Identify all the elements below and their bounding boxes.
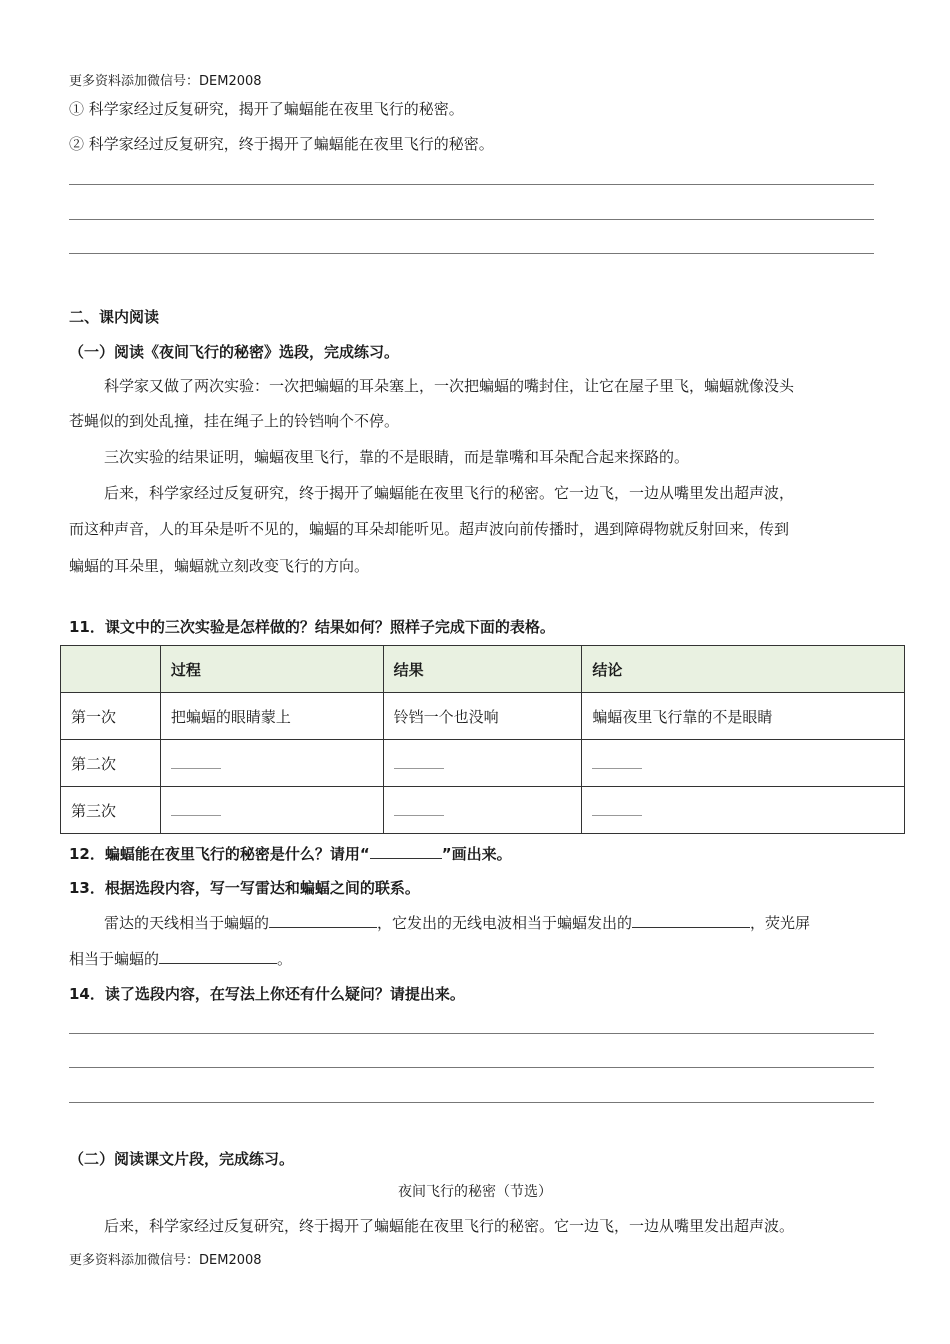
- experiment-table: [60, 645, 905, 834]
- sentence-2: ② 科学家经过反复研究，终于揭开了蝙蝠能在夜里飞行的秘密。: [69, 135, 494, 153]
- row-label: 第二次: [61, 740, 161, 787]
- q13-text-c: ，荧光屏: [750, 914, 811, 932]
- answer-line-1: [69, 184, 874, 185]
- part1-title: （一）阅读《夜间飞行的秘密》选段，完成练习。: [69, 343, 400, 361]
- q13-question: 13．根据选段内容，写一写雷达和蝙蝠之间的联系。: [69, 879, 420, 897]
- passage-line: 苍蝇似的到处乱撞，挂在绳子上的铃铛响个不停。: [69, 412, 400, 430]
- answer-line-6: [69, 1102, 874, 1103]
- part2-subtitle: 夜间飞行的秘密（节选）: [398, 1184, 552, 1200]
- table-row: [61, 740, 905, 787]
- footer-note: 更多资料添加微信号：DEM2008: [69, 1253, 262, 1268]
- row-label: 第一次: [61, 693, 161, 740]
- q12-blank[interactable]: [370, 842, 442, 859]
- process-cell: 把蝙蝠的眼睛蒙上: [160, 693, 383, 740]
- conclusion-blank[interactable]: [582, 787, 905, 834]
- result-blank[interactable]: [383, 787, 582, 834]
- passage-line: 科学家又做了两次实验：一次把蝙蝠的耳朵塞上，一次把蝙蝠的嘴封住，让它在屋子里飞，蝙蝠就像没头: [104, 377, 795, 395]
- conclusion-text: [592, 801, 642, 816]
- passage-line: 后来，科学家经过反复研究，终于揭开了蝙蝠能在夜里飞行的秘密。它一边飞，一边从嘴里发出超声波，: [104, 484, 795, 502]
- result-text: [394, 801, 444, 816]
- section-title: 二、课内阅读: [69, 308, 160, 326]
- passage-line: 三次实验的结果证明，蝙蝠夜里飞行，靠的不是眼睛，而是靠嘴和耳朵配合起来探路的。: [104, 448, 690, 466]
- conclusion-text: [592, 754, 642, 769]
- q13-line-1: [104, 911, 810, 934]
- conclusion-blank[interactable]: [582, 740, 905, 787]
- result-text: [394, 754, 444, 769]
- q13-blank-antenna[interactable]: [269, 911, 377, 928]
- q12-after: ”画出来。: [441, 845, 512, 863]
- conclusion-cell: 蝙蝠夜里飞行靠的不是眼睛: [582, 693, 905, 740]
- answer-line-2: [69, 219, 874, 220]
- table-row: [61, 693, 905, 740]
- answer-line-5: [69, 1067, 874, 1068]
- table-header-cell: [61, 646, 161, 693]
- q12-question: [69, 842, 512, 865]
- table-header-row: [61, 646, 905, 693]
- table-header-cell: 结果: [383, 646, 582, 693]
- q13-blank-screen[interactable]: [159, 947, 277, 964]
- table-row: [61, 787, 905, 834]
- process-blank[interactable]: [160, 787, 383, 834]
- q14-question: 14．读了选段内容，在写法上你还有什么疑问？请提出来。: [69, 985, 465, 1003]
- passage-line: 蝙蝠的耳朵里，蝙蝠就立刻改变飞行的方向。: [69, 557, 370, 575]
- q12-before: 12．蝙蝠能在夜里飞行的秘密是什么？请用“: [69, 845, 370, 863]
- q11-question: 11．课文中的三次实验是怎样做的？结果如何？照样子完成下面的表格。: [69, 618, 555, 636]
- answer-line-4: [69, 1033, 874, 1034]
- table-header-cell: 结论: [582, 646, 905, 693]
- answer-line-3: [69, 253, 874, 254]
- sentence-1: ① 科学家经过反复研究，揭开了蝙蝠能在夜里飞行的秘密。: [69, 100, 464, 118]
- passage-line: 而这种声音，人的耳朵是听不见的，蝙蝠的耳朵却能听见。超声波向前传播时，遇到障碍物就反射回来，传到: [69, 520, 790, 538]
- q13-text-a: 雷达的天线相当于蝙蝠的: [104, 914, 270, 932]
- process-text: [171, 754, 221, 769]
- row-label: 第三次: [61, 787, 161, 834]
- part2-title: （二）阅读课文片段，完成练习。: [69, 1150, 295, 1168]
- table-header-cell: 过程: [160, 646, 383, 693]
- header-note: 更多资料添加微信号：DEM2008: [69, 74, 262, 89]
- process-text: [171, 801, 221, 816]
- result-cell: 铃铛一个也没响: [383, 693, 582, 740]
- q13-text-b: ，它发出的无线电波相当于蝙蝠发出的: [377, 914, 633, 932]
- q13-blank-wave[interactable]: [632, 911, 750, 928]
- q13-text-e: 。: [277, 950, 293, 968]
- part2-paragraph: 后来，科学家经过反复研究，终于揭开了蝙蝠能在夜里飞行的秘密。它一边飞，一边从嘴里发出超声波。: [104, 1217, 795, 1235]
- q13-text-d: 相当于蝙蝠的: [69, 950, 160, 968]
- process-blank[interactable]: [160, 740, 383, 787]
- result-blank[interactable]: [383, 740, 582, 787]
- q13-line-2: [69, 947, 292, 970]
